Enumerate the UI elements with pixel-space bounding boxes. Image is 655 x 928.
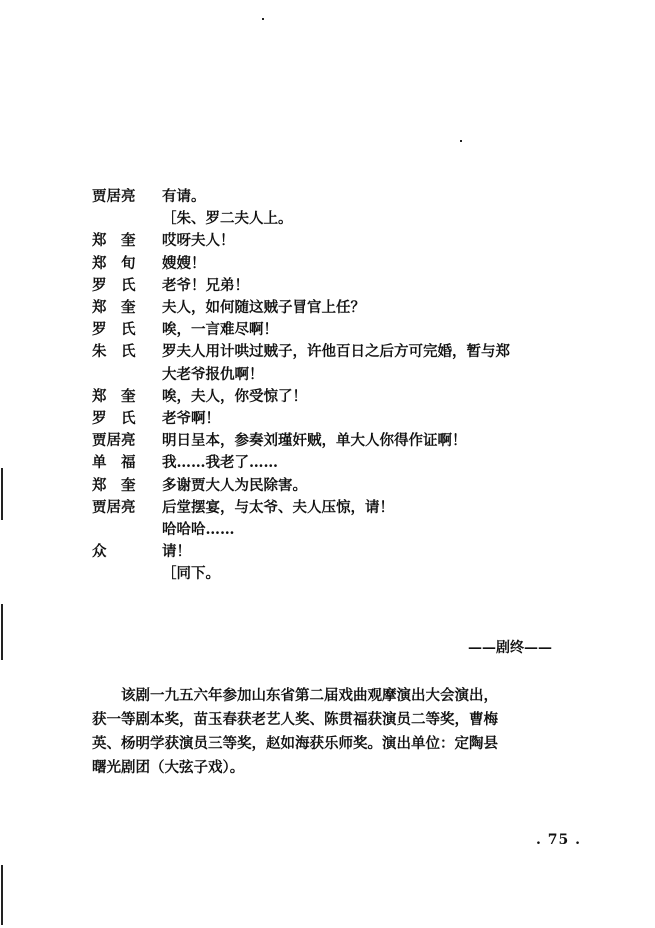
speech-text: 有请。: [162, 188, 206, 205]
speaker-name: 郑 奎: [92, 387, 136, 405]
note-line-1: 该剧一九五六年参加山东省第二届戏曲观摩演出大会演出，: [92, 687, 498, 704]
speaker-name: 贾居亮: [92, 188, 136, 205]
speaker-name: 罗 氏: [92, 276, 136, 294]
speech-text: 明日呈本，参奏刘瑾奸贼，单大人你得作证啊！: [162, 432, 467, 450]
speech-text: 夫人，如何随这贼子冒官上任？: [162, 299, 365, 316]
speaker-name: 罗 氏: [92, 321, 136, 339]
note-line-3: 英、杨明学获演员三等奖，赵如海获乐师奖。演出单位：定陶县: [92, 735, 498, 752]
speaker-name: 贾居亮: [92, 432, 136, 450]
performance-note: [92, 684, 592, 780]
speech-text: ［同下。: [162, 565, 220, 583]
speaker-name: 众: [92, 543, 107, 561]
scan-edge-mark: [1, 468, 3, 520]
speaker-name: 贾居亮: [92, 498, 136, 516]
end-marker: ——剧终——: [468, 640, 552, 656]
speech-text: 嫂嫂！: [162, 254, 206, 272]
speech-text: 哎呀夫人！: [162, 232, 235, 250]
speech-text: ［朱、罗二夫人上。: [162, 210, 293, 228]
speaker-name: 郑 奎: [92, 299, 136, 316]
scan-dot: [460, 140, 462, 142]
speech-text: 后堂摆宴，与太爷、夫人压惊，请！: [162, 498, 394, 516]
note-line-2: 获一等剧本奖，苗玉春获老艺人奖、陈贯福获演员二等奖，曹梅: [92, 711, 498, 728]
note-line-4: 曙光剧团（大弦子戏）。: [92, 759, 245, 776]
speech-text: 哈哈哈……: [162, 521, 235, 538]
speech-text: 大老爷报仇啊！: [162, 365, 264, 383]
scan-dot: [262, 18, 264, 20]
speech-text: 请！: [162, 543, 191, 561]
speech-text: 罗夫人用计哄过贼子，许他百日之后方可完婚，暂与郑: [162, 343, 510, 361]
speaker-name: 单 福: [92, 454, 136, 472]
speech-text: 唉，一言难尽啊！: [162, 321, 278, 339]
speech-text: 多谢贾大人为民除害。: [162, 476, 307, 494]
speaker-name: 郑 奎: [92, 232, 136, 250]
scan-edge-mark: [1, 604, 3, 660]
speech-text: 老爷啊！: [162, 410, 220, 427]
speaker-name: 郑 奎: [92, 476, 136, 494]
speech-text: 我……我老了……: [162, 454, 278, 472]
page-number: . 75 .: [536, 832, 581, 848]
speaker-name: 郑 旬: [92, 254, 136, 272]
scan-edge-mark: [1, 865, 3, 925]
speaker-name: 罗 氏: [92, 410, 136, 427]
speech-text: 唉，夫人，你受惊了！: [162, 387, 307, 405]
speaker-name: 朱 氏: [92, 343, 136, 361]
speech-text: 老爷！兄弟！: [162, 276, 249, 294]
